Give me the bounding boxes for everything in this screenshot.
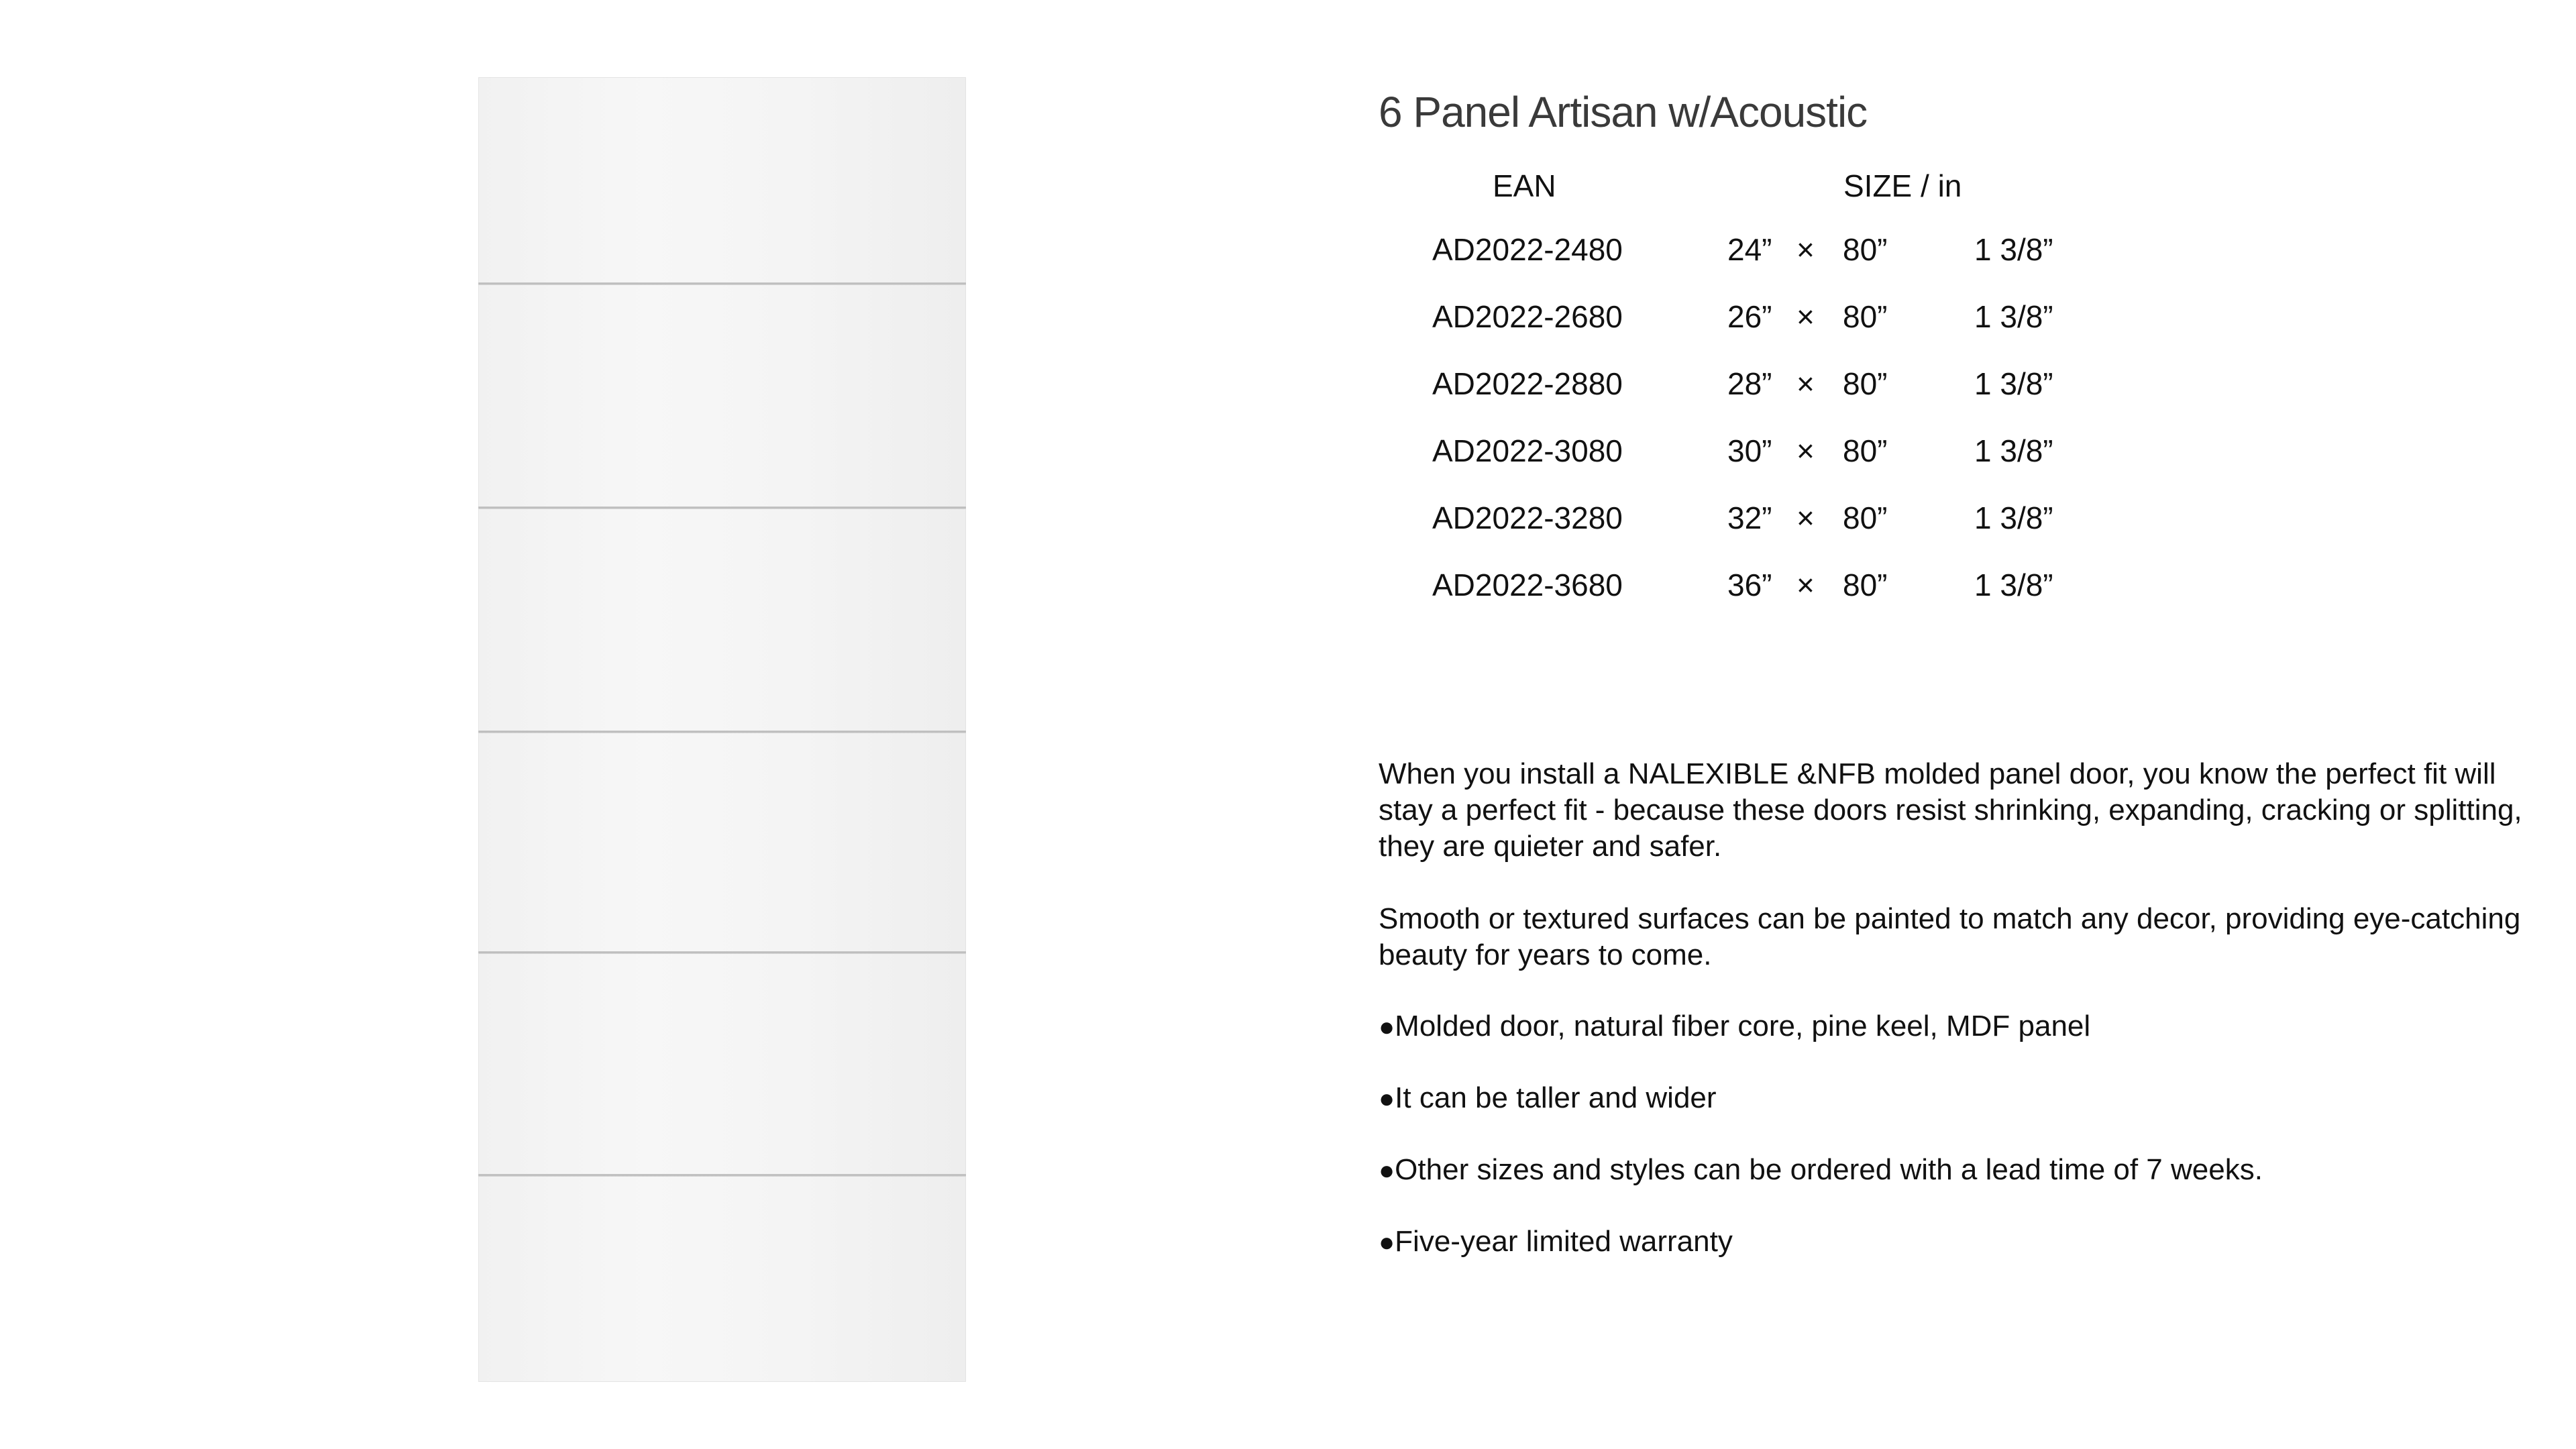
width-cell: 28” <box>1727 366 1772 401</box>
times-symbol: × <box>1796 232 1815 267</box>
size-table <box>1432 231 2103 634</box>
bullet-icon: ● <box>1379 1228 1395 1257</box>
ean-cell: AD2022-3280 <box>1432 500 1623 535</box>
thickness-cell: 1 3/8” <box>1974 299 2053 334</box>
height-cell: 80” <box>1843 299 1888 334</box>
feature-text: Molded door, natural fiber core, pine keel, MDF panel <box>1395 1010 2091 1042</box>
times-symbol: × <box>1796 433 1815 468</box>
door-groove <box>478 951 966 954</box>
times-symbol: × <box>1796 568 1815 602</box>
ean-cell: AD2022-2880 <box>1432 366 1623 401</box>
list-item <box>1379 1080 2546 1117</box>
height-cell: 80” <box>1843 568 1888 602</box>
product-title: 6 Panel Artisan w/Acoustic <box>1379 88 1868 136</box>
list-item <box>1379 1152 2546 1189</box>
ean-cell: AD2022-2480 <box>1432 232 1623 267</box>
table-row <box>1432 433 2103 500</box>
thickness-cell: 1 3/8” <box>1974 568 2053 602</box>
door-groove <box>478 506 966 509</box>
feature-list <box>1379 1008 2546 1260</box>
description-paragraph: When you install a NALEXIBLE &NFB molded panel door, you know the perfect fit will stay a perfect fit - because these doors resist shrinking, expanding, cracking or splitting, they are quieter and safer. <box>1379 757 2522 863</box>
thickness-cell: 1 3/8” <box>1974 366 2053 401</box>
door-groove <box>478 731 966 733</box>
list-item <box>1379 1224 2546 1260</box>
width-cell: 36” <box>1727 568 1772 602</box>
bullet-icon: ● <box>1379 1156 1395 1185</box>
ean-cell: AD2022-3680 <box>1432 568 1623 602</box>
table-row <box>1432 366 2103 433</box>
door-groove <box>478 1174 966 1177</box>
width-cell: 24” <box>1727 232 1772 267</box>
thickness-cell: 1 3/8” <box>1974 232 2053 267</box>
product-description <box>1379 756 2546 1295</box>
list-item <box>1379 1008 2546 1045</box>
thickness-cell: 1 3/8” <box>1974 500 2053 535</box>
size-header: SIZE / in <box>1843 168 1962 203</box>
times-symbol: × <box>1796 366 1815 401</box>
door-image <box>478 77 966 1382</box>
ean-header: EAN <box>1493 168 1556 203</box>
bullet-icon: ● <box>1379 1012 1395 1042</box>
height-cell: 80” <box>1843 366 1888 401</box>
width-cell: 32” <box>1727 500 1772 535</box>
table-row <box>1432 299 2103 366</box>
times-symbol: × <box>1796 500 1815 535</box>
description-paragraph: Smooth or textured surfaces can be painted to match any decor, providing eye-catching beauty for years to come. <box>1379 902 2521 971</box>
ean-cell: AD2022-2680 <box>1432 299 1623 334</box>
height-cell: 80” <box>1843 433 1888 468</box>
ean-cell: AD2022-3080 <box>1432 433 1623 468</box>
table-row <box>1432 500 2103 567</box>
width-cell: 26” <box>1727 299 1772 334</box>
feature-text: Other sizes and styles can be ordered with a lead time of 7 weeks. <box>1395 1153 2263 1186</box>
table-row <box>1432 567 2103 634</box>
feature-text: Five-year limited warranty <box>1395 1225 1733 1258</box>
width-cell: 30” <box>1727 433 1772 468</box>
bullet-icon: ● <box>1379 1084 1395 1114</box>
feature-text: It can be taller and wider <box>1395 1081 1717 1114</box>
table-row <box>1432 231 2103 299</box>
door-groove <box>478 282 966 285</box>
height-cell: 80” <box>1843 500 1888 535</box>
height-cell: 80” <box>1843 232 1888 267</box>
times-symbol: × <box>1796 299 1815 334</box>
thickness-cell: 1 3/8” <box>1974 433 2053 468</box>
